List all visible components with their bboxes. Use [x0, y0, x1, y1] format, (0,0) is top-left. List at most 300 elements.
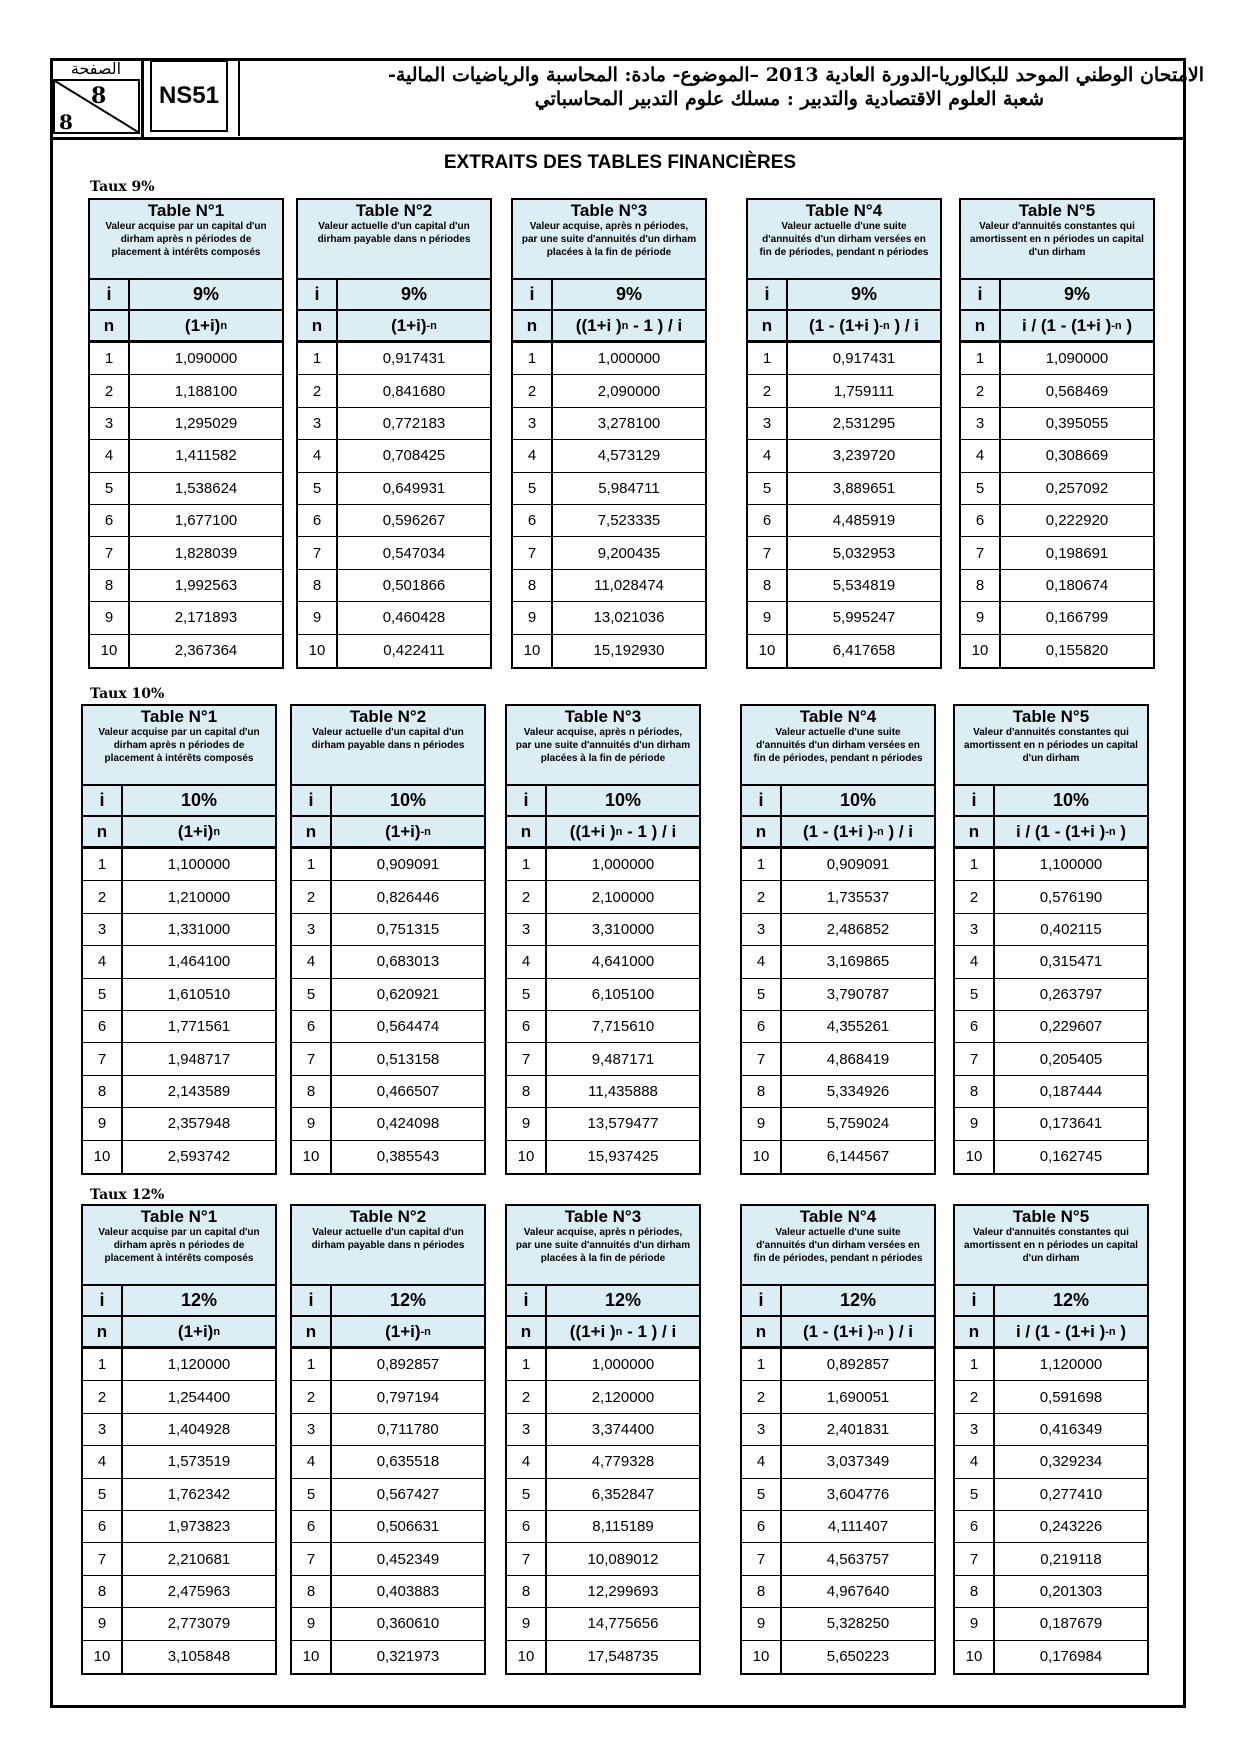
value-cell: 17,548735 [587, 1648, 659, 1666]
value-cell: 0,635518 [376, 1453, 440, 1471]
table-row [507, 1349, 699, 1381]
formula-exponent: n [621, 319, 629, 332]
formula-row [513, 311, 705, 343]
period-cell: 3 [292, 1414, 332, 1445]
value-cell: 0,403883 [376, 1582, 440, 1600]
table-row [961, 343, 1153, 375]
period-cell: 5 [748, 473, 788, 504]
exam-info [238, 60, 1218, 136]
table-row [292, 1511, 484, 1543]
table-row [742, 1076, 934, 1108]
formula [123, 817, 275, 846]
period-cell: 4 [748, 440, 788, 471]
table-row [742, 914, 934, 946]
period-cell: 5 [90, 473, 130, 504]
value-cell: 1,573519 [167, 1453, 231, 1471]
value-cell: 3,374400 [591, 1420, 655, 1438]
table-body [748, 343, 940, 667]
value-cell: 1,090000 [174, 350, 238, 368]
value-cell: 0,909091 [376, 856, 440, 874]
table-header [742, 706, 934, 786]
value-cell: 0,460428 [382, 609, 446, 627]
table-row [513, 537, 705, 569]
period-cell: 6 [507, 1511, 547, 1542]
period-cell: 3 [83, 1414, 123, 1445]
period-cell: 7 [298, 537, 338, 568]
i-label: i [513, 280, 553, 309]
formula-base: (1+i) [184, 315, 221, 335]
table-description: Valeur acquise, après n périodes, par une suite d'annuités d'un dirham placées à la fin de période [515, 1227, 691, 1264]
value-cell: 4,563757 [826, 1550, 890, 1568]
financial-table [746, 198, 942, 669]
value-cell: 0,402115 [1040, 920, 1102, 938]
table-name: Table N°3 [570, 201, 648, 220]
period-cell: 2 [298, 375, 338, 406]
table-description: Valeur d'annuités constantes qui amortissent en n périodes un capital d'un dirham [964, 1227, 1138, 1264]
rate-value: 12% [1052, 1290, 1090, 1310]
value-cell: 4,967640 [826, 1582, 890, 1600]
period-cell: 5 [292, 979, 332, 1010]
page-number-box [53, 79, 140, 134]
period-cell: 1 [955, 849, 995, 880]
i-label: i [955, 1286, 995, 1315]
table-header [748, 200, 940, 280]
period-cell: 4 [292, 946, 332, 977]
value-cell: 0,180674 [1045, 576, 1109, 594]
table-description: Valeur acquise par un capital d'un dirham après n périodes de placement à intérêts composés [105, 221, 267, 258]
table-row [961, 440, 1153, 472]
table-row [742, 1011, 934, 1043]
n-label: n [961, 311, 1001, 340]
table-header [83, 706, 275, 786]
financial-table [296, 198, 492, 669]
table-row [507, 1446, 699, 1478]
formula-tail: - 1 ) / i [622, 821, 677, 841]
table-row [742, 1108, 934, 1140]
table-row [955, 914, 1147, 946]
table-row [507, 979, 699, 1011]
table-name: Table N°1 [147, 201, 225, 220]
period-cell: 10 [955, 1641, 995, 1673]
table-row [748, 505, 940, 537]
formula-row [748, 311, 940, 343]
page-title: EXTRAITS DES TABLES FINANCIÈRES [443, 152, 797, 173]
table-row [83, 1608, 275, 1640]
formula-row [742, 817, 934, 849]
table-row [955, 1576, 1147, 1608]
value-cell: 1,828039 [174, 544, 238, 562]
period-cell: 8 [507, 1576, 547, 1607]
value-cell: 1,331000 [167, 920, 231, 938]
table-row [513, 343, 705, 375]
formula-row [507, 1317, 699, 1349]
period-cell: 2 [292, 881, 332, 912]
value-cell: 0,596267 [382, 512, 446, 530]
period-cell: 10 [742, 1641, 782, 1673]
period-cell: 6 [507, 1011, 547, 1042]
financial-table [953, 704, 1149, 1175]
value-cell: 5,534819 [832, 576, 896, 594]
table-row [955, 1511, 1147, 1543]
formula-row [961, 311, 1153, 343]
table-row [955, 979, 1147, 1011]
table-body [955, 849, 1147, 1173]
value-cell: 0,321973 [376, 1648, 440, 1666]
table-row [507, 1011, 699, 1043]
period-cell: 2 [742, 881, 782, 912]
table-header [513, 200, 705, 280]
period-cell: 8 [961, 570, 1001, 601]
i-label: i [292, 786, 332, 815]
period-cell: 1 [83, 849, 123, 880]
table-row [507, 1043, 699, 1075]
i-label: i [298, 280, 338, 309]
period-cell: 4 [90, 440, 130, 471]
table-row [507, 1641, 699, 1673]
n-label: n [292, 817, 332, 846]
value-cell: 1,759111 [833, 382, 895, 400]
value-cell: 1,120000 [1039, 1356, 1103, 1374]
period-cell: 1 [742, 849, 782, 880]
formula-tail: ) [1121, 315, 1133, 335]
period-cell: 2 [507, 881, 547, 912]
value-cell: 0,424098 [376, 1115, 440, 1133]
period-cell: 8 [742, 1076, 782, 1107]
value-cell: 14,775656 [587, 1615, 659, 1633]
table-row [748, 537, 940, 569]
period-cell: 6 [292, 1511, 332, 1542]
n-label: n [955, 817, 995, 846]
formula-row [90, 311, 282, 343]
period-cell: 10 [298, 635, 338, 667]
value-cell: 9,200435 [597, 544, 661, 562]
table-row [292, 1108, 484, 1140]
table-description: Valeur acquise, après n périodes, par une suite d'annuités d'un dirham placées à la fin de période [521, 221, 697, 258]
formula-base: i / (1 - (1+i ) [1021, 315, 1112, 335]
value-cell: 0,826446 [376, 888, 440, 906]
formula-base: (1 - (1+i ) [802, 821, 874, 841]
formula-base: i / (1 - (1+i ) [1015, 1321, 1106, 1341]
table-row [961, 473, 1153, 505]
value-cell: 1,411582 [175, 447, 237, 465]
rate-row [742, 1286, 934, 1317]
table-description: Valeur actuelle d'une suite d'annuités d'un dirham versées en fin de périodes, pendant n périodes [759, 221, 929, 258]
table-row [955, 1479, 1147, 1511]
formula-row [83, 817, 275, 849]
table-row [292, 1349, 484, 1381]
formula-row [83, 1317, 275, 1349]
formula-tail: ) / i [883, 1321, 914, 1341]
rate-value: 10% [839, 790, 877, 810]
table-row [742, 979, 934, 1011]
period-cell: 4 [742, 1446, 782, 1477]
period-cell: 8 [292, 1576, 332, 1607]
period-cell: 8 [90, 570, 130, 601]
table-row [90, 635, 282, 667]
period-cell: 7 [90, 537, 130, 568]
period-cell: 6 [742, 1011, 782, 1042]
formula-base: (1 - (1+i ) [802, 1321, 874, 1341]
period-cell: 7 [292, 1043, 332, 1074]
period-cell: 7 [83, 1543, 123, 1574]
period-cell: 8 [955, 1076, 995, 1107]
period-cell: 1 [955, 1349, 995, 1380]
table-row [742, 1414, 934, 1446]
table-row [955, 849, 1147, 881]
financial-table [505, 704, 701, 1175]
value-cell: 0,219118 [1040, 1550, 1102, 1568]
table-row [507, 914, 699, 946]
value-cell: 0,222920 [1045, 512, 1109, 530]
table-row [90, 343, 282, 375]
table-body [507, 1349, 699, 1673]
period-cell: 4 [507, 1446, 547, 1477]
table-description: Valeur actuelle d'une suite d'annuités d'un dirham versées en fin de périodes, pendant n périodes [753, 727, 923, 764]
rate-value: 9% [615, 284, 642, 304]
value-cell: 1,992563 [174, 576, 238, 594]
value-cell: 0,564474 [376, 1018, 440, 1036]
value-cell: 1,404928 [167, 1420, 231, 1438]
value-cell: 0,683013 [376, 953, 440, 971]
value-cell: 15,192930 [593, 642, 665, 660]
value-cell: 0,591698 [1039, 1388, 1103, 1406]
formula-exponent: n [213, 825, 221, 838]
formula-tail: - 1 ) / i [622, 1321, 677, 1341]
table-row [961, 408, 1153, 440]
i-label: i [507, 786, 547, 815]
formula-base: (1+i) [177, 1321, 214, 1341]
formula-tail: ) [1115, 1321, 1127, 1341]
period-cell: 3 [298, 408, 338, 439]
value-cell: 0,711780 [377, 1420, 439, 1438]
table-row [742, 946, 934, 978]
value-cell: 0,205405 [1039, 1050, 1103, 1068]
table-row [507, 849, 699, 881]
table-row [961, 505, 1153, 537]
value-cell: 0,422411 [383, 642, 445, 660]
table-row [298, 635, 490, 667]
n-label: n [507, 817, 547, 846]
table-description: Valeur acquise par un capital d'un dirham après n périodes de placement à intérêts composés [98, 727, 260, 764]
period-cell: 9 [507, 1608, 547, 1639]
table-row [961, 635, 1153, 667]
table-row [961, 375, 1153, 407]
rate-row [742, 786, 934, 817]
period-cell: 1 [513, 343, 553, 374]
value-cell: 0,416349 [1039, 1420, 1103, 1438]
value-cell: 2,357948 [167, 1115, 231, 1133]
table-row [90, 570, 282, 602]
value-cell: 1,100000 [167, 856, 231, 874]
table-row [292, 881, 484, 913]
formula [130, 311, 282, 340]
value-cell: 4,355261 [826, 1018, 890, 1036]
table-row [83, 1414, 275, 1446]
period-cell: 10 [292, 1141, 332, 1173]
period-cell: 6 [742, 1511, 782, 1542]
period-cell: 5 [292, 1479, 332, 1510]
formula [547, 1317, 699, 1346]
value-cell: 15,937425 [587, 1148, 659, 1166]
formula-exponent: n [220, 319, 228, 332]
table-row [292, 1641, 484, 1673]
table-row [507, 1608, 699, 1640]
i-label: i [742, 1286, 782, 1315]
formula-exponent: n [213, 1325, 221, 1338]
formula-tail: - 1 ) / i [628, 315, 683, 335]
value-cell: 9,487171 [591, 1050, 655, 1068]
table-row [292, 1576, 484, 1608]
period-cell: 2 [742, 1381, 782, 1412]
period-cell: 2 [292, 1381, 332, 1412]
period-cell: 7 [513, 537, 553, 568]
table-row [513, 602, 705, 634]
period-cell: 3 [955, 914, 995, 945]
table-row [90, 537, 282, 569]
rate-section-label: Taux 12% [90, 1187, 165, 1203]
period-cell: 7 [292, 1543, 332, 1574]
rate-row [292, 786, 484, 817]
table-row [292, 1479, 484, 1511]
table-row [955, 1011, 1147, 1043]
exam-track-line: شعبة العلوم الاقتصادية والتدبير : مسلك علوم التدبير المحاسباتي [534, 88, 1044, 110]
value-cell: 0,229607 [1039, 1018, 1103, 1036]
value-cell: 0,567427 [376, 1485, 440, 1503]
period-cell: 9 [90, 602, 130, 633]
value-cell: 0,917431 [832, 350, 896, 368]
table-row [90, 602, 282, 634]
table-row [292, 1543, 484, 1575]
value-cell: 0,187679 [1039, 1615, 1103, 1633]
table-row [90, 408, 282, 440]
rate-row [292, 1286, 484, 1317]
financial-table [740, 704, 936, 1175]
table-row [90, 440, 282, 472]
period-cell: 5 [298, 473, 338, 504]
table-row [298, 602, 490, 634]
value-cell: 1,610510 [167, 985, 231, 1003]
financial-table [81, 1204, 277, 1675]
table-header [298, 200, 490, 280]
period-cell: 2 [961, 375, 1001, 406]
value-cell: 1,188100 [174, 382, 238, 400]
value-cell: 0,257092 [1045, 479, 1109, 497]
table-row [292, 1608, 484, 1640]
period-cell: 1 [507, 849, 547, 880]
table-row [298, 570, 490, 602]
formula [338, 311, 490, 340]
i-label: i [742, 786, 782, 815]
table-header [507, 1206, 699, 1286]
period-cell: 5 [83, 1479, 123, 1510]
page-indicator [50, 58, 144, 137]
value-cell: 0,452349 [376, 1550, 440, 1568]
period-cell: 9 [507, 1108, 547, 1139]
rate-value: 10% [1052, 790, 1090, 810]
value-cell: 1,000000 [591, 856, 655, 874]
formula-row [955, 1317, 1147, 1349]
table-row [955, 881, 1147, 913]
value-cell: 0,329234 [1039, 1453, 1103, 1471]
rate-value: 12% [839, 1290, 877, 1310]
period-cell: 1 [90, 343, 130, 374]
value-cell: 1,538624 [174, 479, 238, 497]
value-cell: 0,513158 [376, 1050, 440, 1068]
period-cell: 3 [507, 1414, 547, 1445]
period-cell: 4 [955, 1446, 995, 1477]
period-cell: 10 [507, 1141, 547, 1173]
value-cell: 0,201303 [1039, 1582, 1103, 1600]
value-cell: 0,198691 [1045, 544, 1109, 562]
formula-exponent: -n [879, 319, 890, 332]
period-cell: 10 [513, 635, 553, 667]
table-row [83, 1641, 275, 1673]
table-row [748, 570, 940, 602]
period-cell: 4 [292, 1446, 332, 1477]
table-body [83, 1349, 275, 1673]
value-cell: 4,868419 [826, 1050, 890, 1068]
table-row [748, 408, 940, 440]
value-cell: 3,278100 [597, 414, 661, 432]
i-label: i [961, 280, 1001, 309]
table-name: Table N°1 [140, 707, 218, 726]
value-cell: 7,523335 [597, 512, 661, 530]
formula-exponent: -n [420, 1325, 431, 1338]
table-row [742, 1349, 934, 1381]
table-row [955, 1543, 1147, 1575]
value-cell: 0,892857 [376, 1356, 440, 1374]
period-cell: 4 [298, 440, 338, 471]
table-description: Valeur actuelle d'un capital d'un dirham payable dans n périodes [317, 221, 471, 245]
financial-table [953, 1204, 1149, 1675]
n-label: n [742, 817, 782, 846]
period-cell: 4 [507, 946, 547, 977]
formula-exponent: -n [873, 1325, 884, 1338]
financial-table [290, 704, 486, 1175]
table-row [742, 1141, 934, 1173]
exam-title-line: الامتحان الوطني الموحد للبكالوريا-الدورة العادية 2013 –الموضوع- مادة: المحاسبة والرياضيات المالية- [387, 64, 1204, 86]
period-cell: 6 [298, 505, 338, 536]
table-body [742, 1349, 934, 1673]
table-row [748, 473, 940, 505]
table-row [955, 1608, 1147, 1640]
value-cell: 3,037349 [826, 1453, 890, 1471]
value-cell: 1,295029 [174, 414, 238, 432]
period-cell: 10 [955, 1141, 995, 1173]
period-cell: 5 [955, 979, 995, 1010]
rate-row [83, 786, 275, 817]
value-cell: 5,759024 [826, 1115, 890, 1133]
value-cell: 1,771561 [167, 1018, 231, 1036]
value-cell: 6,352847 [591, 1485, 655, 1503]
table-row [83, 914, 275, 946]
formula-base: ((1+i ) [569, 821, 616, 841]
table-row [298, 375, 490, 407]
period-cell: 5 [961, 473, 1001, 504]
value-cell: 4,779328 [591, 1453, 655, 1471]
period-cell: 1 [292, 849, 332, 880]
table-row [507, 1108, 699, 1140]
value-cell: 3,105848 [167, 1648, 231, 1666]
value-cell: 2,401831 [826, 1420, 890, 1438]
formula [995, 1317, 1147, 1346]
table-row [507, 1543, 699, 1575]
value-cell: 3,239720 [832, 447, 896, 465]
table-name: Table N°3 [564, 1207, 642, 1226]
value-cell: 5,032953 [832, 544, 896, 562]
value-cell: 1,948717 [167, 1050, 231, 1068]
rate-value: 12% [180, 1290, 218, 1310]
